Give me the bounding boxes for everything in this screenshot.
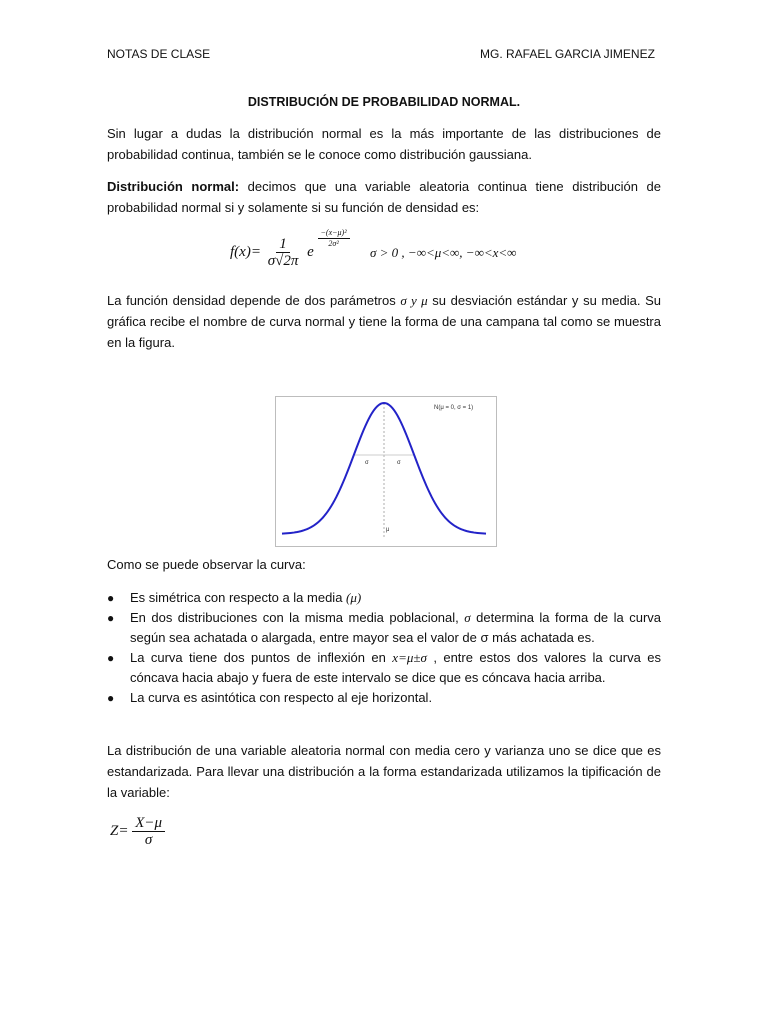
header-right: MG. RAFAEL GARCIA JIMENEZ	[480, 47, 655, 61]
parameters-paragraph	[107, 290, 661, 353]
list-item: ● La curva es asintótica con respecto al eje horizontal.	[107, 688, 661, 708]
density-conditions: σ > 0 , −∞<μ<∞, −∞<x<∞	[370, 245, 517, 260]
density-lhs: f(x)=	[230, 244, 261, 260]
bullet-dot: ●	[107, 611, 115, 625]
normal-curve-svg	[276, 397, 496, 546]
standardization-paragraph: La distribución de una variable aleatoria normal con media cero y varianza uno se dice que es estandarizada. Para llevar una distribución a la forma estandarizada utilizamos la tipificación de la variable:	[107, 743, 661, 800]
mu-label: μ	[386, 527, 390, 533]
z-formula	[110, 815, 165, 848]
intro-paragraph: Sin lugar a dudas la distribución normal es la más importante de las distribuciones de probabilidad continua, también se le conoce como distribución gaussiana.	[107, 126, 661, 162]
definition-term: Distribución normal:	[107, 179, 240, 194]
sigma-right-label: σ	[397, 460, 401, 466]
properties-list	[107, 588, 661, 708]
parameters-after: su desviación estándar y su media. Su gráfica recibe el nombre de curva normal y tiene la forma de una campana tal como se muestra en la figura.	[107, 293, 661, 350]
exponent-numerator: −(x−μ)²	[318, 228, 350, 239]
bullet-dot: ●	[107, 691, 115, 705]
density-denominator: σ√2π	[267, 253, 299, 269]
normal-curve-figure	[275, 396, 497, 547]
page-title: DISTRIBUCIÓN DE PROBABILIDAD NORMAL.	[247, 95, 521, 109]
z-lhs: Z=	[110, 823, 129, 839]
density-fraction	[265, 236, 302, 269]
parameters-symbols: σ y μ	[400, 293, 428, 308]
density-exponent	[318, 228, 350, 249]
sigma-left-label: σ	[365, 460, 369, 466]
curve-legend: N(μ = 0, σ = 1)	[434, 405, 474, 411]
list-item: ● La curva tiene dos puntos de inflexión en x=μ±σ , entre estos dos valores la curva es cóncava hacia abajo y fuera de este intervalo se dice que es cóncava hacia arriba.	[107, 650, 661, 685]
bullet-dot: ●	[107, 591, 115, 605]
z-fraction	[132, 815, 165, 848]
bullet-dot: ●	[107, 651, 115, 665]
definition-paragraph	[107, 176, 661, 218]
density-numerator: 1	[276, 236, 290, 253]
z-denominator: σ	[144, 832, 153, 848]
observe-line: Como se puede observar la curva:	[107, 557, 306, 572]
definition-text: decimos que una variable aleatoria continua tiene distribución de probabilidad normal si y solamente si su función de densidad es:	[107, 179, 661, 215]
parameters-before: La función densidad depende de dos parámetros	[107, 293, 401, 308]
density-formula	[230, 228, 350, 269]
exponent-denominator: 2σ²	[328, 239, 339, 248]
list-item: ● Es simétrica con respecto a la media (μ)	[107, 588, 661, 608]
z-numerator: X−μ	[132, 815, 165, 832]
list-item: ● En dos distribuciones con la misma media poblacional, σ determina la forma de la curva según sea achatada o alargada, entre mayor sea el valor de σ más achatada es.	[107, 610, 662, 645]
density-base: e	[307, 244, 314, 260]
header-left: NOTAS DE CLASE	[107, 47, 211, 61]
